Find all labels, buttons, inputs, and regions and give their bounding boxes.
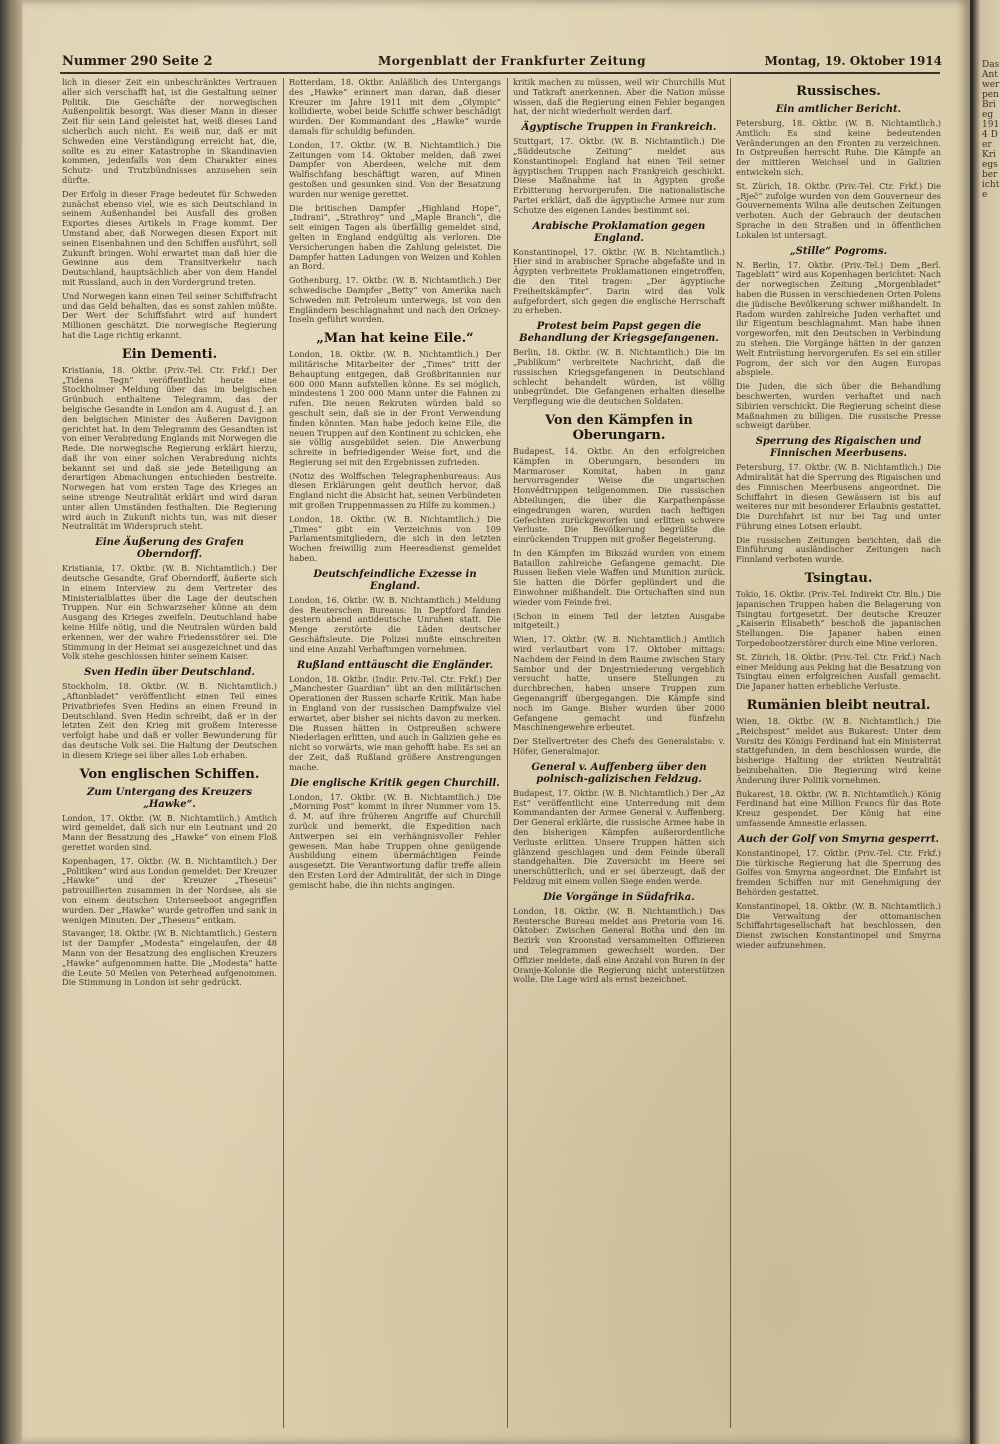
article-paragraph: St. Zürich, 18. Oktbr. (Priv.-Tel. Ctr. Frkf.) Die „Rječ“ zufolge wurden von dem Gouverneur des Gouvernements Wilna alle deutschen Zeitungen verboten. Auch der Gebrauch der deutschen Sprache in den Straßen und in öffentlichen Lokalen ist untersagt. bbox=[736, 180, 941, 240]
column-4 bbox=[736, 78, 941, 1430]
article-paragraph: In den Kämpfen im Bikszád wurden von einem Bataillon zahlreiche Gefangene gemacht. Die Russen ließen viele Waffen und Munition zurück. Sie hatten die Dörfer geplündert und die Einwohner mißhandelt. Die Ortschaften sind nun wieder vom Feinde frei. bbox=[513, 547, 725, 607]
article-paragraph: London, 16. Oktbr. (W. B. Nichtamtlich.) Meldung des Reuterschen Bureaus: In Deptford fanden gestern abend antideutsche Unruhen statt. Die Menge zerstörte die Läden deutscher Geschäftsleute. Die Polizei mußte einschreiten und eine Anzahl Verhaftungen vornehmen. bbox=[289, 594, 501, 654]
section-heading: Rumänien bleibt neutral. bbox=[746, 698, 931, 714]
next-page-text: Das Antwerpen Brieg 1914 Der Kriegsberichte bbox=[982, 60, 1000, 200]
issue-number: Nummer 290 Seite 2 bbox=[62, 54, 213, 69]
article-paragraph: London, 18. Oktbr. (W. B. Nichtamtlich.) Das Reutersche Bureau meldet aus Pretoria vom 16. Oktober: Zwischen General Botha und den im Bezirk von Kroonstad versammelten Offizieren und Telegrammen gewechselt worden. Der Offizier meldete, daß eine Anzahl von Buren in der Oranje-Kolonie die Regierung nicht unterstützen wolle. Die Lage wird als ernst bezeichnet. bbox=[513, 905, 725, 985]
article-paragraph: Petersburg, 18. Oktbr. (W. B. Nichtamtlich.) Amtlich: Es sind keine bedeutenden Veränderungen an den Fronten zu verzeichnen. In Ostpreußen herrscht Ruhe. Die Kämpfe an der mittleren Weichsel und in Galizien entwickeln sich. bbox=[736, 118, 941, 177]
article-paragraph: Kristiania, 17. Oktbr. (W. B. Nichtamtlich.) Der deutsche Gesandte, Graf Oberndorff, äußerte sich in einem Interview zu dem Vertreter des Ministerialblattes über die Lage der deutschen Truppen. Nur ein Schwarzseher könne an dem Ausgang des Krieges zweifeln. Deutschland habe keine Hilfe nötig, und die Neutralen würden bald erkennen, wer der wahre Friedensstörer sei. Die Stimmung in der Heimat sei ausgezeichnet und das Volk stehe geschlossen hinter seinem Kaiser. bbox=[62, 563, 277, 662]
section-heading: Von den Kämpfen in Oberungarn. bbox=[545, 412, 693, 443]
article-paragraph: Stuttgart, 17. Oktbr. (W. B. Nichtamtlich.) Die „Süddeutsche Zeitung“ meldet aus Konstantinopel: England hat einen Teil seiner ägyptischen Truppen nach Frankreich geschickt. Diese Maßnahme hat in Ägypten große Erbitterung hervorgerufen. Die nationalistische Partei erklärt, daß die ägyptische Armee nur zum Schutze des eigenen Landes bestimmt sei. bbox=[513, 136, 725, 215]
article-paragraph: Und Norwegen kann einen Teil seiner Schiffsfracht und das Geld behalten, das es sonst zahlen müßte. Der Wert der Schiffsfahrt wird auf hundert Millionen geschätzt. Die norwegische Regierung hat die Lage richtig erkannt. bbox=[62, 290, 277, 340]
article-paragraph: Der Stellvertreter des Chefs des Generalstabs: v. Höfer, Generalmajor. bbox=[513, 736, 725, 757]
article-paragraph: Kopenhagen, 17. Oktbr. (W. B. Nichtamtlich.) Der „Politiken“ wird aus London gemeldet: Der Kreuzer „Hawke“ und der Kreuzer „Theseus“ patrouillierten zusammen in der Nordsee, als sie von einem deutschen Unterseeboot angegriffen wurden. Der „Hawke“ wurde getroffen und sank in wenigen Minuten. Der „Theseus“ entkam. bbox=[62, 855, 277, 925]
article-paragraph: Tokio, 16. Oktbr. (Priv.-Tel. Indirekt Ctr. Bln.) Die japanischen Truppen haben die Belagerung von Tsingtau fortgesetzt. Der deutsche Kreuzer „Kaiserin Elisabeth“ beschoß die japanischen Stellungen. Die Japaner haben einen Torpedobootzerstörer durch eine Mine verloren. bbox=[736, 589, 941, 649]
article-paragraph: Kristiania, 18. Oktbr. (Priv.-Tel. Ctr. Frkf.) Der „Tidens Tegn“ veröffentlicht heute eine Stockholmer Meldung über das im belgischen Grünbuch enthaltene Telegramm, das der belgische Gesandte in London am 4. August d. J. an den belgischen Minister des Äußeren Davignon gerichtet hat. In dem Telegramm des Gesandten ist von einer Verabredung Englands mit Norwegen die Rede. Die norwegische Regierung erklärt hierzu, daß ihr von einer solchen Verabredung nichts bekannt sei und daß sie jede Beteiligung an derartigen Abmachungen entschieden bestreite. Norwegen hat vom ersten Tage des Krieges an seine strenge Neutralität erklärt und wird daran unter allen Umständen festhalten. Die Regierung wird auch in Zukunft nichts tun, was mit dieser Neutralität im Widerspruch steht. bbox=[62, 364, 277, 532]
issue-date: Montag, 19. Oktober 1914 bbox=[764, 54, 942, 68]
article-paragraph: Stockholm, 18. Oktbr. (W. B. Nichtamtlich.) „Aftonbladet“ veröffentlicht einen Teil eines Privatbriefes Sven Hedins an einen Freund in Deutschland. Sven Hedin schreibt, daß er in der letzten Zeit den Krieg mit großem Interesse verfolgt habe und daß er voller Bewunderung für das deutsche Volk sei. Die Haltung der Deutschen in diesem Kriege sei über alles Lob erhaben. bbox=[62, 681, 277, 760]
section-heading: Russisches. bbox=[796, 84, 881, 99]
article-paragraph: London, 17. Oktbr. (W. B. Nichtamtlich.) Die „Morning Post“ kommt in ihrer Nummer vom 15. d. M. auf ihre früheren Angriffe auf Churchill zurück und bemerkt, die Expedition nach Antwerpen sei ein verhängnisvoller Fehler gewesen. Man habe Truppen ohne genügende Ausbildung einem übermächtigen Feinde ausgesetzt. Die Verantwortung dafür treffe allein den Ersten Lord der Admiralität, der sich in Dinge gemischt habe, die ihn nichts angingen. bbox=[289, 791, 501, 890]
column-rule bbox=[283, 78, 284, 1428]
article-headline: Ein amtlicher Bericht. bbox=[775, 104, 902, 115]
masthead bbox=[62, 52, 942, 74]
article-headline: Eine Äußerung des Grafen Oberndorff. bbox=[95, 537, 244, 561]
article-paragraph: Konstantinopel, 18. Oktbr. (W. B. Nichtamtlich.) Die Verwaltung der ottomanischen Schiffahrtsgesellschaft hat beschlossen, den Dienst zwischen Konstantinopel und Smyrna wieder aufzunehmen. bbox=[736, 900, 941, 950]
article-headline: Sperrung des Rigaischen und Finnischen Meerbusens. bbox=[755, 436, 922, 460]
masthead-rule bbox=[60, 72, 940, 74]
article-paragraph: Gothenburg, 17. Oktbr. (W. B. Nichtamtlich.) Der schwedische Dampfer „Betty“ von Amerika nach Schweden mit Petroleum unterwegs, ist von den Engländern beschlagnahmt und nach den Orkney-Inseln geführt worden. bbox=[289, 275, 501, 325]
article-paragraph: Die Juden, die sich über die Behandlung beschwerten, wurden verhaftet und nach Sibirien verschickt. Die Regierung scheint diese Maßnahmen zu billigen. Die russische Presse schweigt darüber. bbox=[736, 381, 941, 431]
article-headline: Rußland enttäuscht die Engländer. bbox=[296, 659, 494, 671]
article-headline: Auch der Golf von Smyrna gesperrt. bbox=[737, 833, 940, 845]
article-paragraph: Rotterdam, 18. Oktbr. Anläßlich des Untergangs des „Hawke“ erinnert man daran, daß dieser Kreuzer im Jahre 1911 mit dem „Olympic“ kollidierte, wobei beide Schiffe schwer beschädigt wurden. Der Kommandant des „Hawke“ wurde damals für schuldig befunden. bbox=[289, 78, 501, 136]
article-paragraph: kritik machen zu müssen, weil wir Churchills Mut und Tatkraft anerkennen. Aber die Nation müsse wissen, daß die Regierung einen Fehler begangen hat, der nicht wiederholt werden darf. bbox=[513, 78, 725, 117]
section-heading: Tsingtau. bbox=[804, 571, 873, 587]
article-paragraph: London, 18. Oktbr. (W. B. Nichtamtlich.) Die „Times“ gibt ein Verzeichnis von 109 Parlamentsmitgliedern, die sich in den letzten Wochen freiwillig zum Heeresdienst gemeldet haben. bbox=[289, 513, 501, 564]
article-headline: Deutschfeindliche Exzesse in England. bbox=[313, 568, 477, 592]
section-heading: Von englischen Schiffen. bbox=[79, 766, 260, 782]
section-heading: „Man hat keine Eile.“ bbox=[316, 331, 474, 347]
section-heading: Ein Dementi. bbox=[121, 346, 218, 362]
article-paragraph: St. Zürich, 18. Oktbr. (Priv.-Tel. Ctr. Frkf.) Nach einer Meldung aus Peking hat die Besatzung von Tsingtau einen erfolgreichen Ausfall gemacht. Die Japaner hatten erhebliche Verluste. bbox=[736, 651, 941, 692]
article-paragraph: Konstantinopel, 17. Oktbr. (W. B. Nichtamtlich.) Hier sind in arabischer Sprache abgefaßte und in Ägypten verbreitete Proklamationen eingetroffen, die den Titel tragen: „Der ägyptische Freiheitskämpfer“. Darin wird das Volk aufgefordert, sich gegen die englische Herrschaft zu erheben. bbox=[513, 246, 725, 316]
column-1 bbox=[62, 78, 277, 1430]
article-paragraph: Stavanger, 18. Oktbr. (W. B. Nichtamtlich.) Gestern ist der Dampfer „Modesta“ eingelaufen, der 48 Mann von der Besatzung des englischen Kreuzers „Hawke“ aufgenommen hatte. Die „Modesta“ hatte die Leute 50 Meilen von Peterhead aufgenommen. Die Stimmung in London ist sehr gedrückt. bbox=[62, 928, 277, 988]
article-paragraph: N. Berlin, 17. Oktbr. (Priv.-Tel.) Dem „Berl. Tageblatt“ wird aus Kopenhagen berichtet: Nach der norwegischen Zeitung „Morgenbladet“ haben die Russen in verschiedenen Orten Polens die jüdische Bevölkerung schwer mißhandelt. In Radom wurden zahlreiche Juden verhaftet und ihr Eigentum beschlagnahmt. Man habe ihnen vorgeworfen, mit den Deutschen in Verbindung zu stehen. Die Vorgänge hätten in der ganzen Welt Entrüstung hervorgerufen. Es sei ein stiller Pogrom, der sich vor den Augen Europas abspiele. bbox=[736, 259, 941, 378]
article-paragraph: Konstantinopel, 17. Oktbr. (Priv.-Tel. Ctr. Frkf.) Die türkische Regierung hat die Sperrung des Golfes von Smyrna angeordnet. Die Einfahrt ist fremden Schiffen nur mit Genehmigung der Behörden gestattet. bbox=[736, 847, 941, 897]
article-paragraph: London, 18. Oktbr. (W. B. Nichtamtlich.) Der militärische Mitarbeiter der „Times“ tritt der Behauptung entgegen, daß Großbritannien nur 600 000 Mann aufstellen könne. Es sei möglich, mindestens 1 200 000 Mann unter die Fahnen zu rufen. Die neuen Rekruten würden bald so geschult sein, daß sie in der Front Verwendung finden könnten. Man habe jedoch keine Eile, die neuen Truppen auf den Kontinent zu schicken, ehe sie völlig ausgebildet seien. Die Anwerbung schreite in befriedigender Weise fort, und die Regierung sei mit den Ergebnissen zufrieden. bbox=[289, 349, 501, 467]
column-2 bbox=[289, 78, 501, 1430]
paper-title: Morgenblatt der Frankfurter Zeitung bbox=[377, 54, 647, 68]
article-headline: General v. Auffenberg über den polnisch-galizischen Feldzug. bbox=[531, 761, 707, 785]
article-paragraph: (Notiz des Wolffschen Telegraphenbureaus: Aus diesen Erklärungen geht deutlich hervor, daß England nicht die Absicht hat, seinen Verbündeten mit großen Truppenmassen zu Hilfe zu kommen.) bbox=[289, 470, 501, 511]
article-headline: Zum Untergang des Kreuzers „Hawke“. bbox=[86, 786, 253, 810]
column-rule bbox=[507, 78, 508, 1428]
article-paragraph: Wien, 18. Oktbr. (W. B. Nichtamtlich.) Die „Reichspost“ meldet aus Bukarest: Unter dem Vorsitz des Königs Ferdinand hat ein Ministerrat stattgefunden, in dem beschlossen wurde, die bisherige Haltung der strikten Neutralität beizubehalten. Die Regierung wird keine Änderung ihrer Politik vornehmen. bbox=[736, 716, 941, 785]
article-headline: Arabische Proklamation gegen England. bbox=[532, 220, 706, 244]
article-headline: Sven Hedin über Deutschland. bbox=[84, 667, 255, 679]
article-headline: Die Vorgänge in Südafrika. bbox=[543, 891, 695, 903]
article-paragraph: Berlin, 18. Oktbr. (W. B. Nichtamtlich.) Die im „Publikum“ verbreitete Nachricht, daß die russischen Kriegsgefangenen in Deutschland schlecht behandelt würden, ist völlig unbegründet. Die Gefangenen erhalten dieselbe Verpflegung wie die deutschen Soldaten. bbox=[513, 347, 725, 407]
next-page-edge bbox=[972, 0, 1000, 1444]
article-paragraph: lich in dieser Zeit ein unbeschränktes Vertrauen aller sich verschafft hat, ist die Gestaltung seiner Politik. Die Geschäfte der norwegischen Außenpolitik besorgt. Was dieser Mann in dieser Zeit für sein Land geleistet hat, weiß dieses Land sicherlich auch nicht. Es weiß nur, daß er mit Schweden eine Verständigung erreicht hat, die, sollte es zu einer Katastrophe in Skandinavien kommen, jedenfalls von dem Charakter eines Schutz- und Trutzbündnisses anzusehen sein dürfte. bbox=[62, 78, 277, 185]
article-paragraph: Petersburg, 17. Oktbr. (W. B. Nichtamtlich.) Die Admiralität hat die Sperrung des Rigaischen und des Finnischen Meerbusens angeordnet. Die Schiffahrt in diesen Gewässern ist bis auf weiteres nur mit besonderer Erlaubnis gestattet. Die Durchfahrt ist nur bei Tag und unter Führung eines Lotsen erlaubt. bbox=[736, 462, 941, 531]
article-paragraph: Der Erfolg in dieser Frage bedeutet für Schweden zunächst ebenso viel, wie es sich Deutschland in seinem Außenhandel bei Ausfall des großen Exportes dieses Artikels in Frage kommt. Der Umstand aber, daß Norwegen diesen Export mit seinen Eisenbahnen und den Schiffen ausführt, soll Zukunft bringen. Wohl erwartet man daß hier die Gewinne aus dem Transitverkehr nach Deutschland, hauptsächlich aber von dem Handel mit Russland, auch in den Vordergrund treten. bbox=[62, 188, 277, 287]
column-rule bbox=[730, 78, 731, 1428]
article-paragraph: London, 18. Oktbr. (Indir. Priv.-Tel. Ctr. Frkf.) Der „Manchester Guardian“ übt an den militärischen Operationen der Russen scharfe Kritik. Man habe in England von der russischen Dampfwalze viel erwartet, aber bisher sei nichts davon zu merken. Die Russen hätten in Ostpreußen schwere Niederlagen erlitten, und auch in Galizien gehe es nicht so vorwärts, wie man gehofft habe. Es sei an der Zeit, daß Rußland größere Anstrengungen mache. bbox=[289, 673, 501, 772]
article-paragraph: Budapest, 17. Oktbr. (W. B. Nichtamtlich.) Der „Az Est“ veröffentlicht eine Unterredung mit dem Kommandanten der Armee General v. Auffenberg. Der General erklärte, die russische Armee habe in den bisherigen Kämpfen außerordentliche Verluste erlitten. Unsere Truppen hätten sich glänzend geschlagen und dem Feinde überall standgehalten. Die Zuversicht im Heere sei unerschütterlich, und er sei überzeugt, daß der Feldzug mit einem vollen Siege enden werde. bbox=[513, 787, 725, 886]
article-paragraph: Bukarest, 18. Oktbr. (W. B. Nichtamtlich.) König Ferdinand hat eine Million Francs für das Rote Kreuz gespendet. Der König hat eine umfassende Amnestie erlassen. bbox=[736, 788, 941, 829]
column-3 bbox=[513, 78, 725, 1430]
article-paragraph: London, 17. Oktbr. (W. B. Nichtamtlich.) Amtlich wird gemeldet, daß sich nur ein Leutnant und 20 Mann der Besatzung des „Hawke“ von einem Floß gerettet worden sind. bbox=[62, 812, 277, 852]
article-headline: Die englische Kritik gegen Churchill. bbox=[290, 777, 500, 789]
article-paragraph: London, 17. Oktbr. (W. B. Nichtamtlich.) Die Zeitungen vom 14. Oktober melden, daß zwei Dampfer von Aberdeen, welche mit dem Walfischfang beschäftigt waren, auf Minen gestoßen und gesunken sind. Von der Besatzung wurden nur wenige gerettet. bbox=[289, 139, 501, 199]
article-paragraph: (Schon in einem Teil der letzten Ausgabe mitgeteilt.) bbox=[513, 610, 725, 631]
article-paragraph: Die russischen Zeitungen berichten, daß die Einführung ausländischer Zeitungen nach Finnland verboten wurde. bbox=[736, 534, 941, 565]
article-paragraph: Die britischen Dampfer „Highland Hope“, „Indrani“, „Strathroy“ und „Maple Branch“, die seit einigen Tagen als überfällig gemeldet sind, gelten in England endgültig als verloren. Die Versicherungen haben die Zahlung geleistet. Die Dampfer hatten Ladungen von Weizen und Kohlen an Bord. bbox=[289, 202, 501, 272]
article-paragraph: Budapest, 14. Oktbr. An den erfolgreichen Kämpfen in Oberungarn, besonders im Marmaroser Komitat, haben in ganz hervorragender Weise die ungarischen Honvédtruppen teilgenommen. Die russischen Abteilungen, die über die Karpathenpässe eingedrungen waren, wurden nach heftigen Gefechten zurückgeworfen und erlitten schwere Verluste. Die Bevölkerung begrüßte die einrückenden Truppen mit großer Begeisterung. bbox=[513, 445, 725, 545]
article-headline: Ägyptische Truppen in Frankreich. bbox=[521, 122, 717, 134]
article-headline: „Stille“ Pogroms. bbox=[789, 245, 888, 257]
article-paragraph: Wien, 17. Oktbr. (W. B. Nichtamtlich.) Amtlich wird verlautbart vom 17. Oktober mittags: Nachdem der Feind in dem Raume zwischen Stary Sambor und der Dnjestrniederung vergeblich versucht hatte, unsere Stellungen zu durchbrechen, haben unsere Truppen zum Gegenangriff übergegangen. Die Kämpfe sind noch im Gange. Bisher wurden über 2000 Gefangene gemacht und fünfzehn Maschinengewehre erbeutet. bbox=[513, 634, 725, 733]
article-headline: Protest beim Papst gegen die Behandlung der Kriegsgefangenen. bbox=[519, 321, 719, 345]
